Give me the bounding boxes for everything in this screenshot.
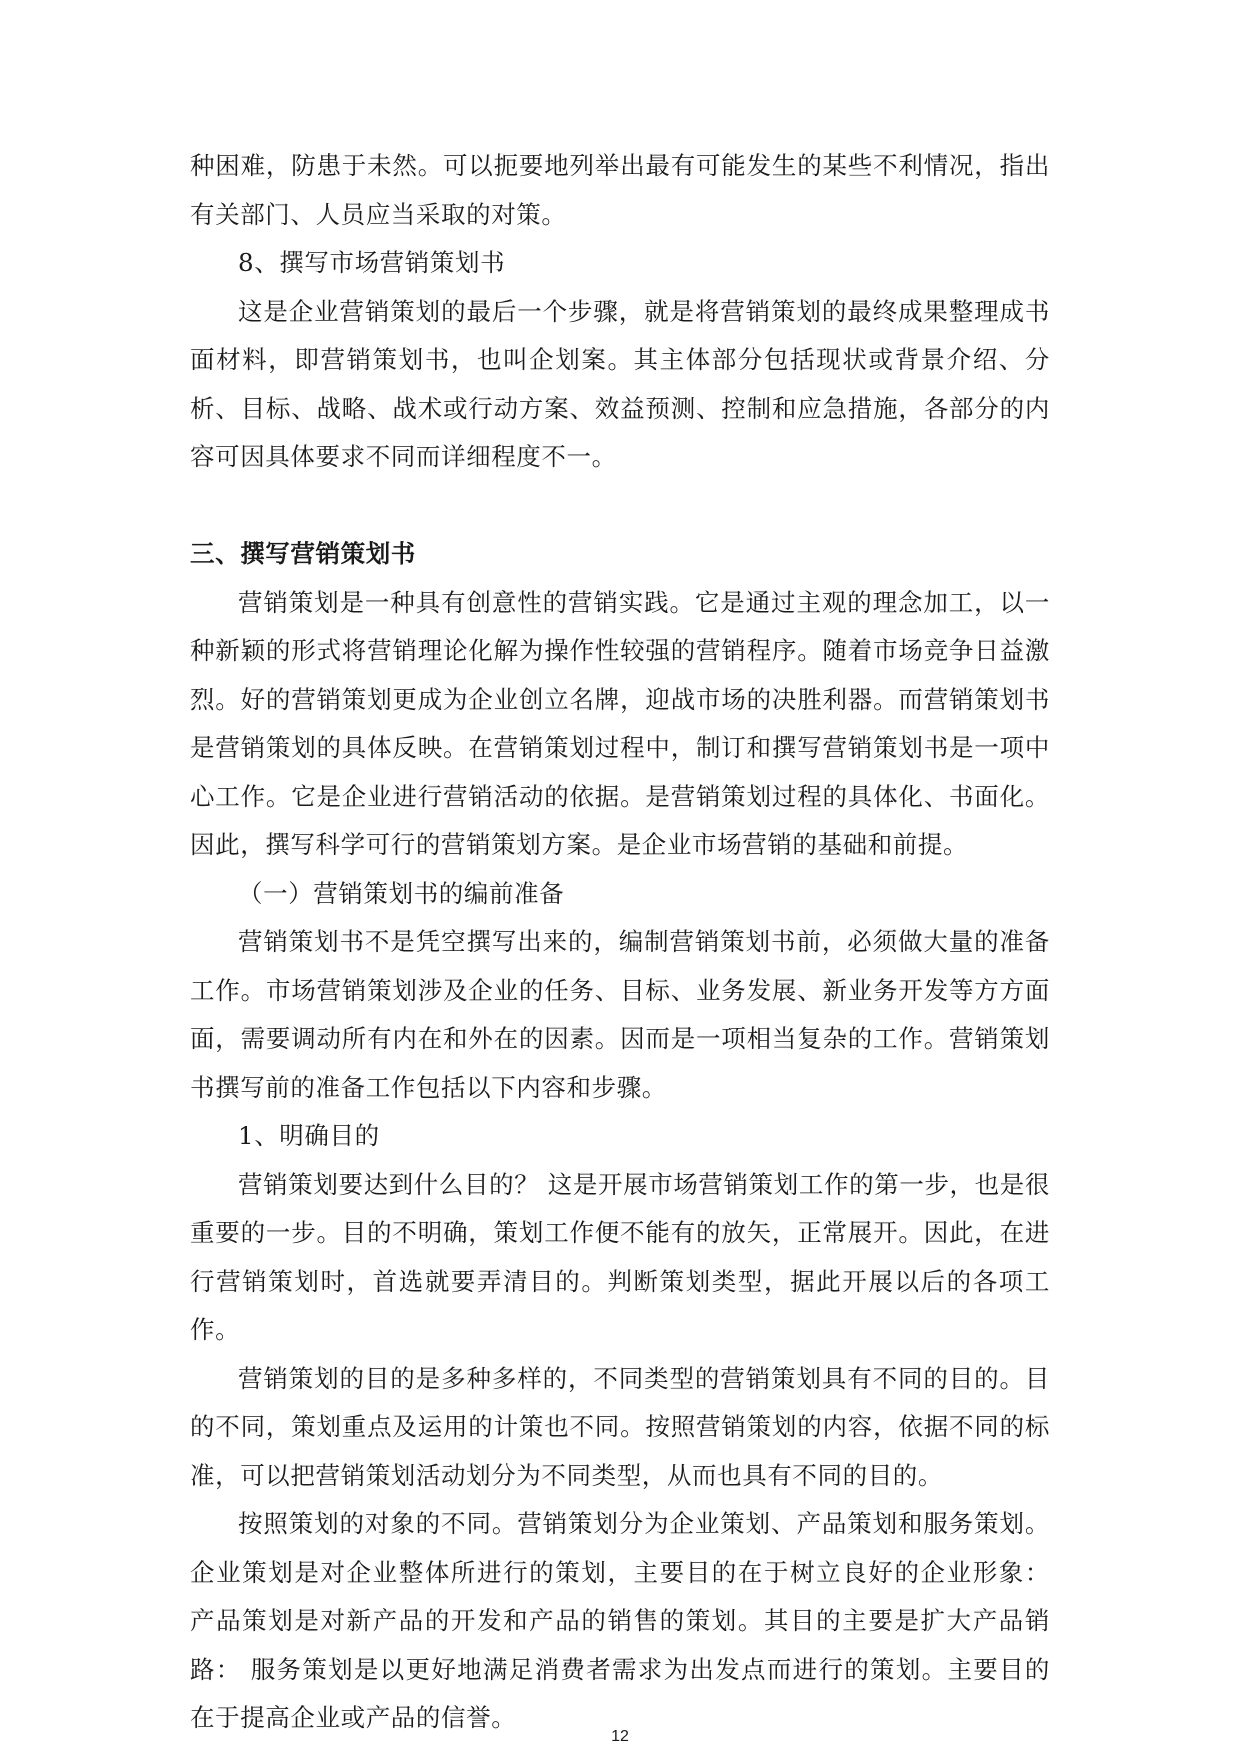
subsection-title: （一）营销策划书的编前准备 (238, 878, 565, 908)
body-paragraph: 按照策划的对象的不同。营销策划分为企业策划、产品策划和服务策划。企业策划是对企业整体所进行的策划，主要目的在于树立良好的企业形象： 产品策划是对新产品的开发和产品的销售的策划。其目的主要是扩大产品销路： 服务策划是以更好地满足消费者需求为出发点而进行的策划。主要目的在于提高企业或产品的信誉。 (190, 1509, 1050, 1732)
section-spacer (190, 482, 1050, 531)
body-paragraph: 种困难，防患于未然。可以扼要地列举出最有可能发生的某些不利情况，指出有关部门、人员应当采取的对策。 (190, 151, 1050, 229)
subsection-title: 1、明确目的 (238, 1121, 380, 1150)
body-paragraph: 营销策划的目的是多种多样的，不同类型的营销策划具有不同的目的。目的不同，策划重点及运用的计策也不同。按照营销策划的内容，依据不同的标准，可以把营销策划活动划分为不同类型，从而也具有不同的目的。 (190, 1363, 1050, 1490)
section-heading: 三、撰写营销策划书 (190, 539, 416, 568)
body-paragraph: 营销策划是一种具有创意性的营销实践。它是通过主观的理念加工，以一种新颖的形式将营销理论化解为操作性较强的营销程序。随着市场竞争日益激烈。好的营销策划更成为企业创立名牌，迎战市场的决胜利器。而营销策划书是营销策划的具体反映。在营销策划过程中，制订和撰写营销策划书是一项中心工作。它是企业进行营销活动的依据。是营销策划过程的具体化、书面化。因此，撰写科学可行的营销策划方案。是企业市场营销的基础和前提。 (190, 587, 1050, 859)
page-number: 12 (611, 1728, 629, 1745)
body-paragraph: 这是企业营销策划的最后一个步骤，就是将营销策划的最终成果整理成书面材料，即营销策划书，也叫企划案。其主体部分包括现状或背景介绍、分析、目标、战略、战术或行动方案、效益预测、控制和应急措施，各部分的内容可因具体要求不同而详细程度不一。 (190, 296, 1050, 471)
body-paragraph: 营销策划书不是凭空撰写出来的，编制营销策划书前，必须做大量的准备工作。市场营销策划涉及企业的任务、目标、业务发展、新业务开发等方方面面，需要调动所有内在和外在的因素。因而是一项相当复杂的工作。营销策划书撰写前的准备工作包括以下内容和步骤。 (190, 927, 1050, 1102)
body-paragraph: 营销策划要达到什么目的？ 这是开展市场营销策划工作的第一步，也是很重要的一步。目的不明确，策划工作便不能有的放矢，正常展开。因此，在进行营销策划时，首选就要弄清目的。判断策划类型，据此开展以后的各项工作。 (190, 1169, 1050, 1344)
subsection-title: 8、撰写市场营销策划书 (238, 248, 506, 277)
document-body (190, 142, 1050, 1743)
